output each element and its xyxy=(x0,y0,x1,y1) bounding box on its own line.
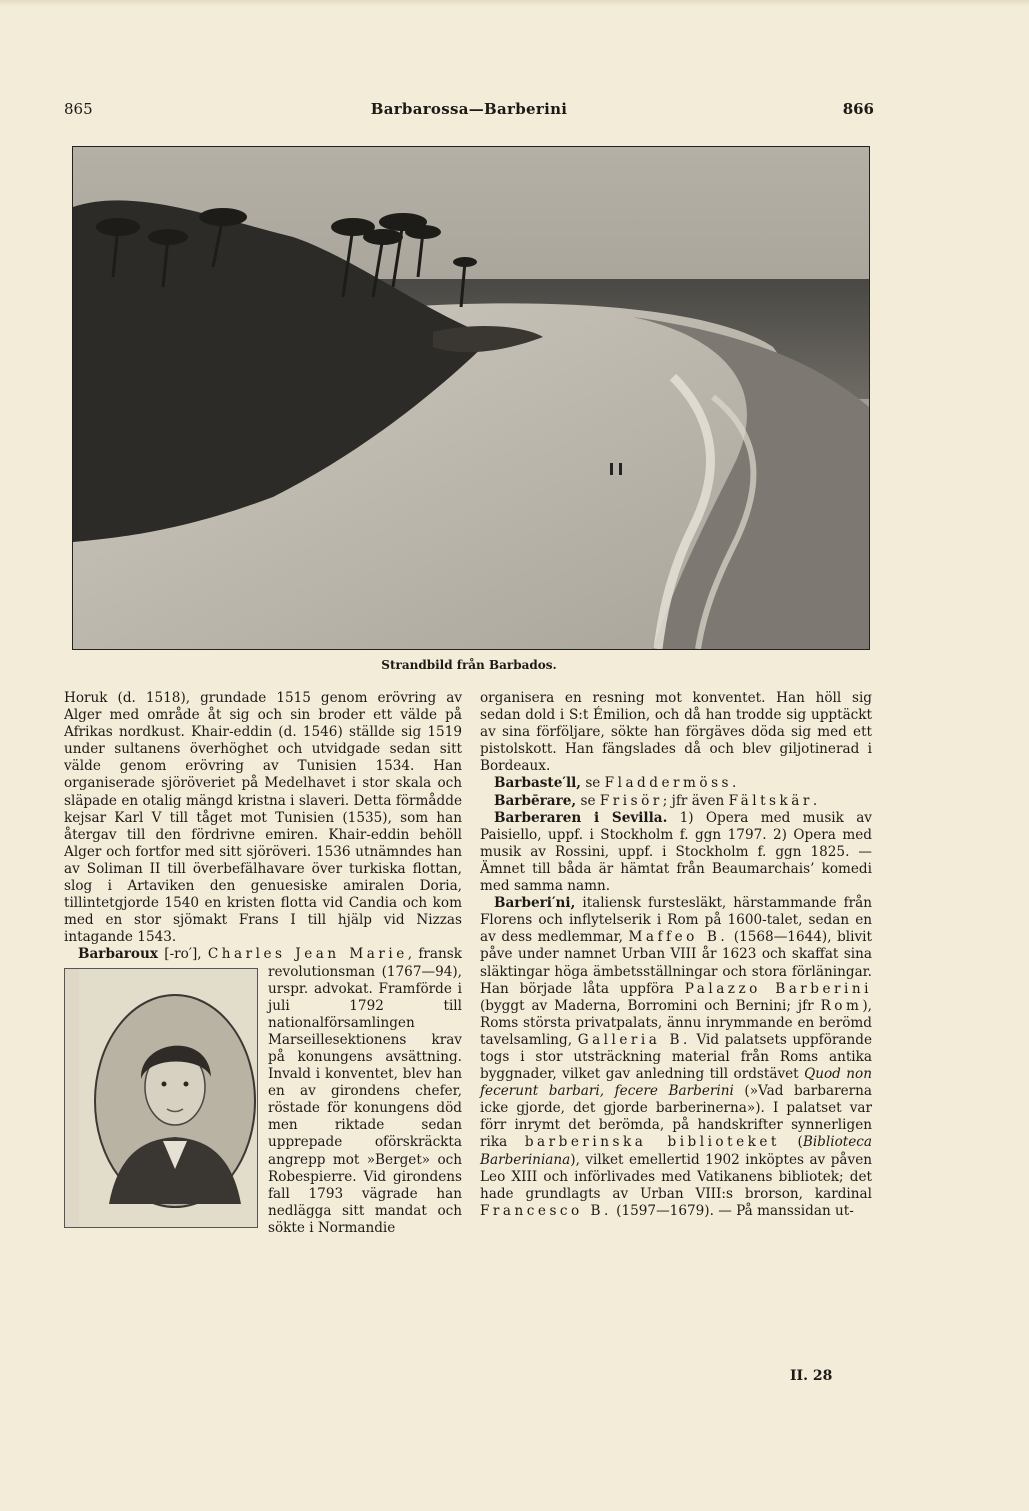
cross-ref-fladdermoss: Fladdermöss xyxy=(604,775,733,792)
barbaroux-continuation: organisera en resning mot konventet. Han höll sig sedan dold i S:t Émilion, och då han trodde sig upptäckt av sina förföljare, sökte han förgäves döda sig med ett pistolskott. Han fängslades då och blev giljotinerad i Bordeaux. xyxy=(480,690,872,775)
headword-barbaroux: Barbaroux xyxy=(78,946,158,963)
barberini-text-2: (1568—1644), blivit påve under namnet Urban VIII år 1623 och skaffat sina släktingar höga ämbetsställningar och stora förläningar. Han började låta uppföra xyxy=(480,929,872,997)
barbastell-see: se xyxy=(581,775,605,792)
barberini-text-4: ), Roms största privatpalats, ännu inrymmande en berömd tavelsamling, xyxy=(480,997,872,1048)
name-palazzo-barberini: Palazzo Barberini xyxy=(684,980,872,997)
latin-saying: Quod non fecerunt barbari, fecere Barberini xyxy=(480,1066,872,1100)
barberaren-text: 1) Opera med musik av Paisiello, uppf. i Stockholm f. ggn 1797. 2) Opera med musik av Rossini, uppf. i Stockholm f. ggn 1825. — Ämnet till båda är hämtat från Beaumarchais’ komedi med samma namn. xyxy=(480,809,872,895)
signature-mark: II. 28 xyxy=(790,1368,833,1384)
headword-barberini: Barberi′ni, xyxy=(494,895,576,912)
cross-ref-faltskar: Fältskär xyxy=(728,792,813,809)
barberare-see: se xyxy=(576,792,600,809)
right-column xyxy=(480,690,872,1220)
figure-caption: Strandbild från Barbados. xyxy=(381,658,557,672)
running-title: Barbarossa—Barberini xyxy=(370,100,568,118)
barberini-text-8: ), vilket emellertid 1902 inköptes av påven Leo XIII och införlivades med Vatikanens bibliotek; det hade grundlagts av Urban VIII:s brorson, kardinal xyxy=(480,1151,872,1202)
barbaroux-portrait xyxy=(64,968,258,1228)
entry-barberaren-i-sevilla xyxy=(480,810,872,895)
barberini-text-5: Vid palatsets uppförande togs i stor utsträckning material från Roms antika byggnader, vilket gav anledning till ordstävet xyxy=(480,1031,873,1083)
entry-barbaroux xyxy=(64,946,462,1237)
name-galleria: Galleria B. xyxy=(577,1031,691,1048)
barberini-text-9: (1597—1679). — På manssidan ut- xyxy=(611,1202,854,1219)
pronunciation-barbaroux: [-ro′], xyxy=(164,946,202,963)
name-maffeo: Maffeo B. xyxy=(628,929,729,946)
headword-barbastell: Barbaste′ll, xyxy=(494,775,581,792)
barberini-text-3: (byggt av Maderna, Borromini och Bernini; jfr xyxy=(480,997,821,1014)
name-barberinska-biblioteket: barberinska biblioteket xyxy=(524,1134,780,1151)
page-number-left: 865 xyxy=(64,100,93,118)
barbastell-end: . xyxy=(732,775,737,792)
barberini-text-7: ( xyxy=(779,1134,803,1151)
beach-photograph xyxy=(72,146,870,650)
barbarossa-continuation: Horuk (d. 1518), grundade 1515 genom erövring av Alger med område åt sig och sin broder ett välde på Afrikas nordkust. Khair-eddin (d. 1546) ställde sig 1519 under sultanens överhöghet och utvidgade sedan sitt välde genom erövring av Tunisien 1534. Han organiserade sjöröveriet på Medelhavet i stor skala och släpade en otalig mängd kristna i slaveri. Detta förmådde kejsar Karl V till tåget mot Tunisien (1535), som han återgav till den fördrivne emiren. Khair-eddin behöll Alger och fortfor med sitt sjöröveri. 1536 utnämndes han av Soliman II till överbefälhavare över turkiska flottan, slog i Artaviken den genuesiske amiralen Doria, tillintetgjorde 1540 en kristen flotta vid Candia och kom med en stor sjömakt Frans I till hjälp vid Nizzas intagande 1543. xyxy=(64,690,462,946)
page-header xyxy=(64,100,874,124)
page-number-right: 866 xyxy=(842,100,874,118)
headword-barberare: Barbērare, xyxy=(494,792,577,809)
cross-ref-rom: Rom xyxy=(820,997,863,1014)
left-column xyxy=(64,690,462,1237)
page-edge xyxy=(0,0,1029,6)
barbaroux-intro: , fransk revolutionsman (1767—94), urspr. advokat. Framförde i juli 1792 till nationalförsamlingen Marseillesektionens krav på konungens avsättning. Invald i konventet, blev han en av girondens chefer, röstade för konungens död men riktade sedan upprepade oförskräckta angrepp mot »Berget» och Robespierre. Vid girondens fall 1793 vägrade han nedlägga sitt mandat och sökte i Normandie xyxy=(268,946,462,1236)
barberini-text-6: (»Vad barbarerna icke gjorde, det gjorde barberinerna»). I palatset var förr inrymt det berömda, på handskrifter synnerligen rika xyxy=(480,1083,872,1151)
barberare-mid: ; jfr även xyxy=(662,792,729,809)
entry-barberini xyxy=(480,895,872,1220)
cross-ref-frisor: Frisör xyxy=(599,792,663,809)
barberini-text-1: italiensk furstesläkt, härstammande från Florens och inflytelserik i Rom på 1600-talet, sedan en av dess medlemmar, xyxy=(480,895,872,946)
entry-barbastell xyxy=(480,775,872,792)
name-francesco: Francesco B. xyxy=(480,1202,612,1219)
barberare-end: . xyxy=(812,792,818,809)
name-biblioteca-barberiniana: Biblioteca Barberiniana xyxy=(480,1134,872,1168)
entry-barberare xyxy=(480,793,872,810)
headword-barberaren: Barberaren i Sevilla. xyxy=(494,809,668,826)
given-names-barbaroux: Charles Jean Marie xyxy=(207,946,408,963)
